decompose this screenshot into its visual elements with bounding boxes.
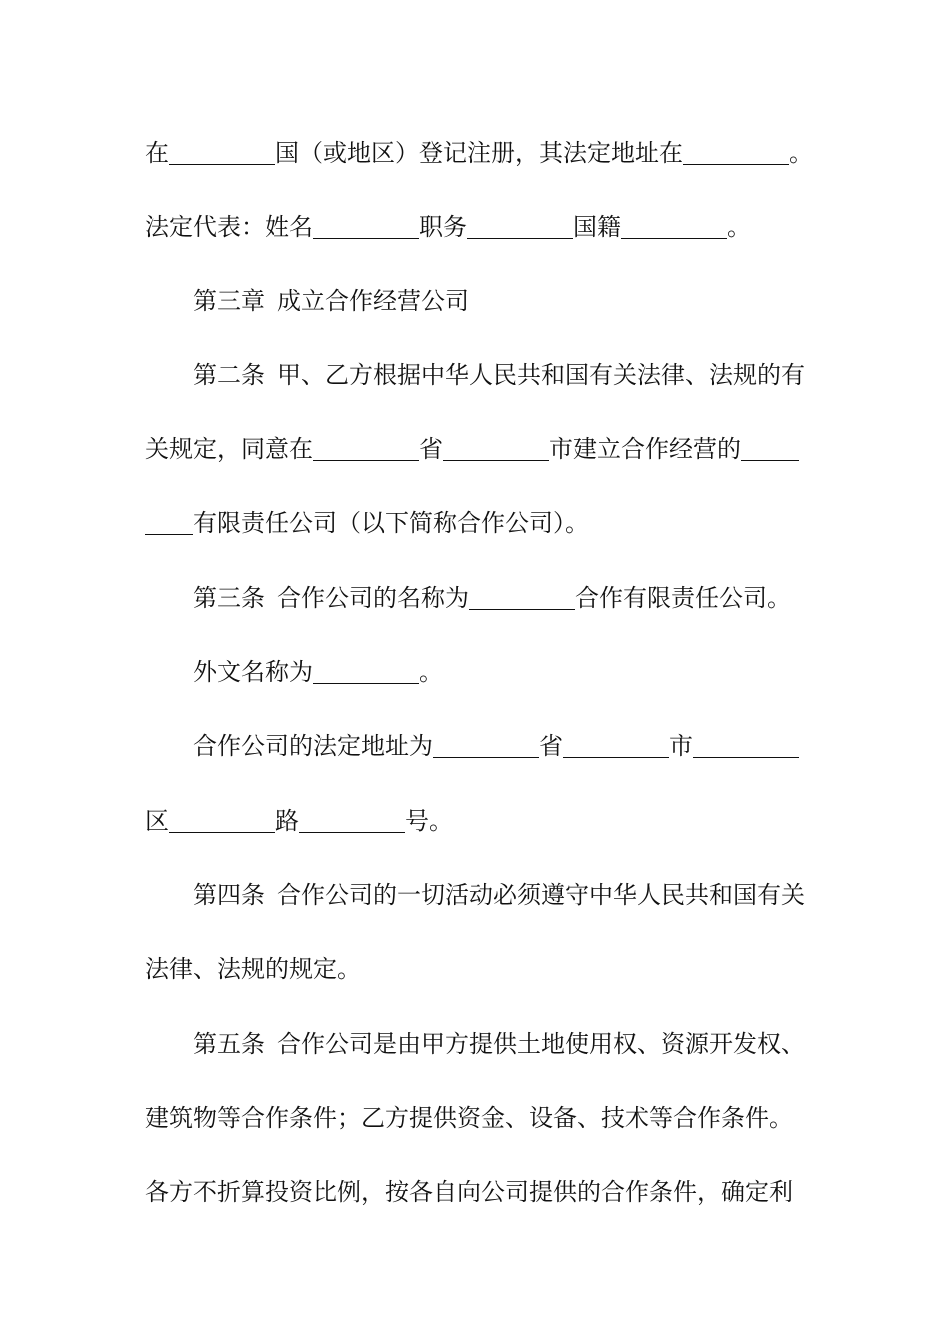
article-number: 第三条 (193, 584, 265, 612)
text-segment: 省 (539, 732, 563, 760)
text-segment: 国（或地区）登记注册，其法定地址在 (275, 139, 683, 167)
text-segment: 建筑物等合作条件；乙方提供资金、设备、技术等合作条件。 (145, 1104, 793, 1132)
article-5-line-2 (145, 1098, 793, 1138)
text-line-1 (145, 133, 813, 173)
address-line-1 (193, 726, 799, 766)
text-segment: 路 (275, 807, 299, 835)
article-4-line-2 (145, 949, 361, 989)
text-segment: 各方不折算投资比例，按各自向公司提供的合作条件，确定利 (145, 1178, 793, 1206)
text-segment: 合作有限责任公司。 (575, 584, 791, 612)
text-segment: 省 (419, 435, 443, 463)
fill-in-blank[interactable] (741, 436, 799, 461)
article-2-line-1 (193, 355, 805, 395)
text-segment: 市建立合作经营的 (549, 435, 741, 463)
text-segment: 在 (145, 139, 169, 167)
article-number: 第四条 (193, 881, 265, 909)
text-segment: 有限责任公司（以下简称合作公司）。 (193, 509, 589, 537)
foreign-name-line (193, 652, 443, 692)
text-segment: 法定代表：姓名 (145, 213, 313, 241)
text-segment: 号。 (405, 807, 453, 835)
text-segment: 法律、法规的规定。 (145, 955, 361, 983)
fill-in-blank[interactable] (443, 436, 549, 461)
text-segment: 。 (789, 139, 813, 167)
text-segment: 国籍 (573, 213, 621, 241)
fill-in-blank[interactable] (621, 214, 727, 239)
fill-in-blank[interactable] (683, 140, 789, 165)
fill-in-blank[interactable] (467, 214, 573, 239)
fill-in-blank[interactable] (693, 733, 799, 758)
text-segment: 市 (669, 732, 693, 760)
text-segment: 关规定，同意在 (145, 435, 313, 463)
text-segment: 。 (419, 658, 443, 686)
chapter-heading (193, 281, 469, 321)
fill-in-blank[interactable] (313, 214, 419, 239)
text-segment: 职务 (419, 213, 467, 241)
fill-in-blank[interactable] (169, 140, 275, 165)
fill-in-blank[interactable] (313, 436, 419, 461)
chapter-title: 成立合作经营公司 (277, 287, 469, 315)
article-number: 第五条 (193, 1030, 265, 1058)
article-number: 第二条 (193, 361, 265, 389)
fill-in-blank[interactable] (469, 585, 575, 610)
text-line-2 (145, 207, 751, 247)
address-line-2 (145, 801, 453, 841)
article-2-line-3 (145, 503, 589, 543)
fill-in-blank[interactable] (169, 808, 275, 833)
article-2-line-2 (145, 429, 799, 469)
fill-in-blank[interactable] (563, 733, 669, 758)
text-segment: 合作公司的名称为 (277, 584, 469, 612)
text-segment: 甲、乙方根据中华人民共和国有关法律、法规的有 (277, 361, 805, 389)
text-segment: 合作公司的法定地址为 (193, 732, 433, 760)
chapter-number: 第三章 (193, 287, 265, 315)
fill-in-blank[interactable] (433, 733, 539, 758)
text-segment: 外文名称为 (193, 658, 313, 686)
article-5-line-3 (145, 1172, 793, 1212)
text-segment: 合作公司的一切活动必须遵守中华人民共和国有关 (277, 881, 805, 909)
fill-in-blank[interactable] (313, 659, 419, 684)
article-3-line-1 (193, 578, 791, 618)
article-5-line-1 (193, 1024, 805, 1064)
fill-in-blank[interactable] (299, 808, 405, 833)
text-segment: 合作公司是由甲方提供土地使用权、资源开发权、 (277, 1030, 805, 1058)
text-segment: 区 (145, 807, 169, 835)
fill-in-blank[interactable] (145, 510, 193, 535)
text-segment: 。 (727, 213, 751, 241)
article-4-line-1 (193, 875, 805, 915)
